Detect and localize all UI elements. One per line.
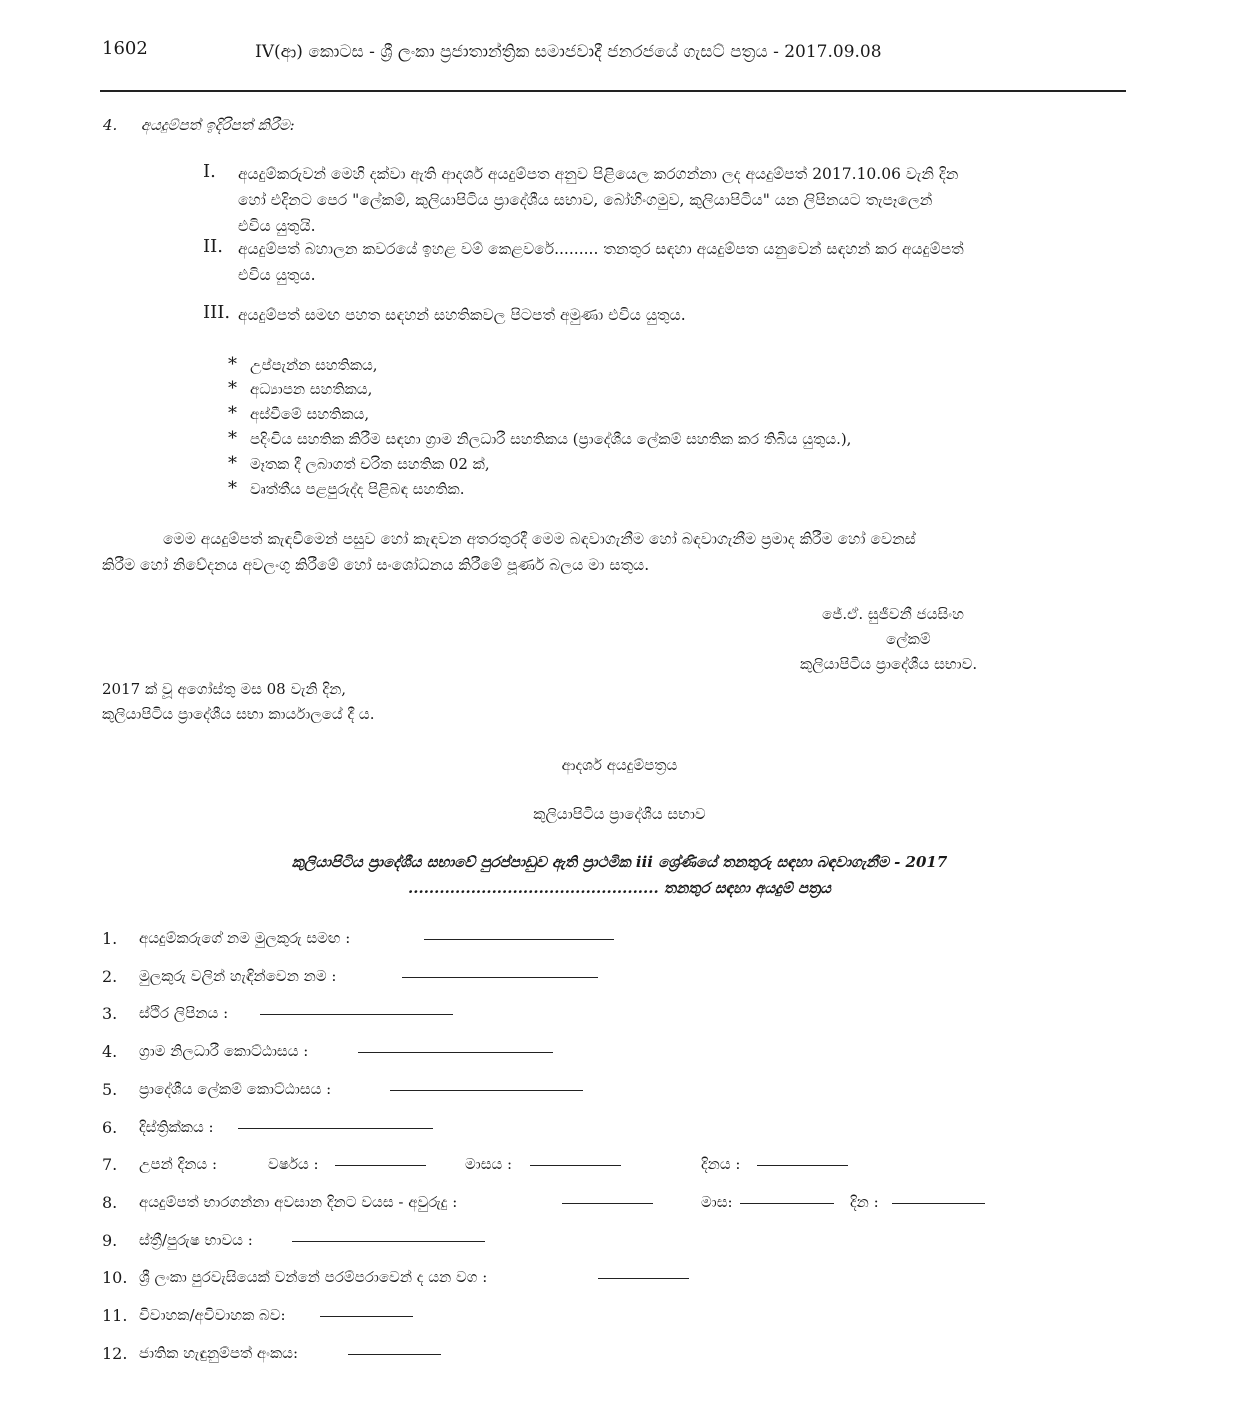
field-blank-line[interactable] (598, 1278, 689, 1279)
list-item (228, 478, 464, 499)
field-number: 11. (102, 1306, 128, 1325)
place-line: කුලියාපිටිය ප්‍රාදේශීය සභා කාර්යාලයේ දී ය. (102, 705, 375, 723)
bullet-star-icon: * (228, 428, 237, 449)
item-line: එවිය යුතුයි. (238, 217, 316, 235)
list-item (228, 403, 369, 424)
list-item-text: මෑතක දී ලබාගත් චරිත සහතික 02 ක්, (250, 455, 490, 473)
list-item (228, 453, 490, 474)
field-label: ප්‍රාදේශීය ලේකම් කොට්ඨාසය : (139, 1080, 332, 1098)
item-text-1 (238, 161, 1126, 239)
signatory-name: ජේ.ඒ. සුජීවනී ජයසිංහ (822, 605, 964, 623)
date-line: 2017 ක් වූ අගෝස්තු මස 08 වැනි දින, (102, 680, 347, 698)
bullet-star-icon: * (228, 403, 237, 424)
field-label: මුලකුරු වලින් හැඳින්වෙන නම : (139, 967, 337, 985)
day-blank-line[interactable] (757, 1165, 848, 1166)
field-label: ස්ත්‍රී/පුරුෂ භාවය : (139, 1231, 253, 1249)
form-subheading: කුලියාපිටිය ප්‍රාදේශීය සභාව (533, 805, 706, 823)
bullet-star-icon: * (228, 378, 237, 399)
item-line: අයදුම්පත් බහාලන කවරයේ ඉහළ වම් කෙළවරේ......... තනතුර සඳහා අයදුම්පත යනුවෙන් සඳහන් කර අයදුම්පත් (238, 240, 964, 258)
field-number: 10. (102, 1268, 128, 1287)
year-label: වර්ෂය : (268, 1155, 319, 1173)
form-heading: ආදර්ශ අයදුම්පත්‍රය (561, 756, 678, 774)
field-number: 3. (102, 1004, 118, 1023)
list-item-text: උප්පැන්න සහතිකය, (250, 356, 378, 374)
item-line: අයදුම්පත් සමඟ පහත සඳහන් සහතිකවල පිටපත් අමුණා එවිය යුතුය. (238, 306, 686, 324)
page-number: 1602 (102, 38, 148, 59)
item-numeral-2: II. (203, 236, 223, 257)
field-number: 4. (102, 1042, 118, 1061)
bullet-star-icon: * (228, 354, 237, 375)
list-item (228, 378, 372, 399)
age-days-label: දින : (850, 1193, 879, 1211)
header-divider (100, 90, 1126, 92)
field-number: 8. (102, 1193, 118, 1212)
item-line: හෝ එදිනට පෙර "ලේකම්, කුලියාපිටිය ප්‍රාදේශීය සභාව, බෝහිංගමුව, කුලියාපිටිය" යන ලිපිනයට තැපෑලෙන් (238, 191, 933, 209)
field-number: 2. (102, 967, 118, 986)
bullet-star-icon: * (228, 478, 237, 499)
field-blank-line[interactable] (292, 1241, 485, 1242)
field-blank-line[interactable] (260, 1014, 453, 1015)
form-title-line-2: ................................................ තනතුර සඳහා අයදුම් පත්‍රය (408, 879, 831, 897)
field-blank-line[interactable] (320, 1316, 413, 1317)
field-blank-line[interactable] (424, 939, 614, 940)
age-days-blank-line[interactable] (892, 1203, 985, 1204)
field-label: අයදුම්පත් භාරගන්නා අවසාන දිනට වයස - අවුරුදු : (139, 1193, 458, 1211)
list-item-text: වෘත්තීය පළපුරුද්ද පිළිබඳ සහතික. (250, 480, 465, 498)
field-label: ග්‍රාම නිලධාරී කොට්ඨාසය : (139, 1042, 309, 1060)
month-label: මාසය : (465, 1155, 513, 1173)
item-line: අයදුම්කරුවන් මෙහි දක්වා ඇති ආදර්ශ අයදුම්පත අනුව පිළියෙල කරගන්නා ලද අයදුම්පත් 2017.10.06 වැනි දින (238, 165, 959, 183)
field-blank-line[interactable] (238, 1128, 433, 1129)
bullet-star-icon: * (228, 453, 237, 474)
age-months-blank-line[interactable] (740, 1203, 834, 1204)
signatory-title: ලේකම් (886, 630, 931, 648)
field-blank-line[interactable] (358, 1052, 553, 1053)
age-months-label: මාස: (701, 1193, 733, 1211)
closing-paragraph-line-2: කිරීම හෝ නිවේදනය අවලංගු කිරීමේ හෝ සංශෝධනය කිරීමේ පූර්ණ බලය මා සතුය. (102, 556, 650, 574)
field-label: ස්ථිර ලිපිනය : (139, 1004, 229, 1022)
item-text-2 (238, 236, 1126, 288)
item-numeral-1: I. (203, 161, 216, 182)
gazette-header-title: IV(ආ) කොටස - ශ්‍රී ලංකා ප්‍රජාතාන්ත්‍රික සමාජවාදී ජනරජයේ ගැසට් පත්‍රය - 2017.09.08 (255, 42, 882, 62)
field-number: 12. (102, 1344, 128, 1363)
field-blank-line[interactable] (390, 1090, 583, 1091)
day-label: දිනය : (701, 1155, 741, 1173)
field-number: 5. (102, 1080, 118, 1099)
closing-paragraph-line-1: මෙම අයදුම්පත් කැඳවීමෙන් පසුව හෝ කැඳවන අතරතුරදී මෙම බඳවාගැනීම හෝ බඳවාගැනීම ප්‍රමාද කිරීම හෝ වෙනස් (163, 530, 916, 548)
field-blank-line[interactable] (348, 1354, 441, 1355)
field-label: ශ්‍රී ලංකා පුරවැසියෙක් වන්නේ පරම්පරාවෙන් ද යන වග : (139, 1268, 488, 1286)
field-number: 6. (102, 1118, 118, 1137)
item-text-3 (238, 302, 1126, 328)
list-item-text: අධ්‍යාපන සහතිකය, (250, 380, 373, 398)
list-item (228, 354, 378, 375)
section-heading (103, 116, 295, 134)
field-number: 1. (102, 929, 118, 948)
item-line: එවිය යුතුය. (238, 266, 316, 284)
month-blank-line[interactable] (530, 1165, 621, 1166)
item-numeral-3: III. (203, 302, 231, 323)
field-blank-line[interactable] (402, 977, 598, 978)
signatory-office: කුලියාපිටිය ප්‍රාදේශීය සභාව. (800, 655, 978, 673)
section-title: අයදුම්පත් ඉදිරිපත් කිරීම: (140, 116, 295, 134)
section-number: 4. (103, 116, 118, 134)
field-number: 7. (102, 1155, 118, 1174)
field-label: ජාතික හැඳුනුම්පත් අංකය: (139, 1344, 298, 1362)
list-item (228, 428, 851, 449)
age-years-blank-line[interactable] (562, 1203, 653, 1204)
field-label: විවාහක/අවිවාහක බව: (139, 1306, 286, 1324)
form-title-line-1: කුලියාපිටිය ප්‍රාදේශීය සභාවේ පුරප්පාඩුව ඇති ප්‍රාථමික iii ශ්‍රේණියේ තනතුරු සඳහා බඳවාගැනීම - 2017 (291, 853, 948, 871)
year-blank-line[interactable] (335, 1165, 426, 1166)
field-number: 9. (102, 1231, 118, 1250)
field-label: උපන් දිනය : (139, 1155, 217, 1173)
list-item-text: අස්වීමේ සහතිකය, (250, 405, 370, 423)
field-label: දිස්ත්‍රික්කය : (139, 1118, 214, 1136)
list-item-text: පදිංචිය සහතික කිරීම සඳහා ග්‍රාම නිලධාරී සහතිකය (ප්‍රාදේශීය ලේකම් සහතික කර තිබිය යුතුය.), (250, 430, 852, 448)
field-label: අයදුම්කරුගේ නම මුලකුරු සමඟ : (139, 929, 351, 947)
